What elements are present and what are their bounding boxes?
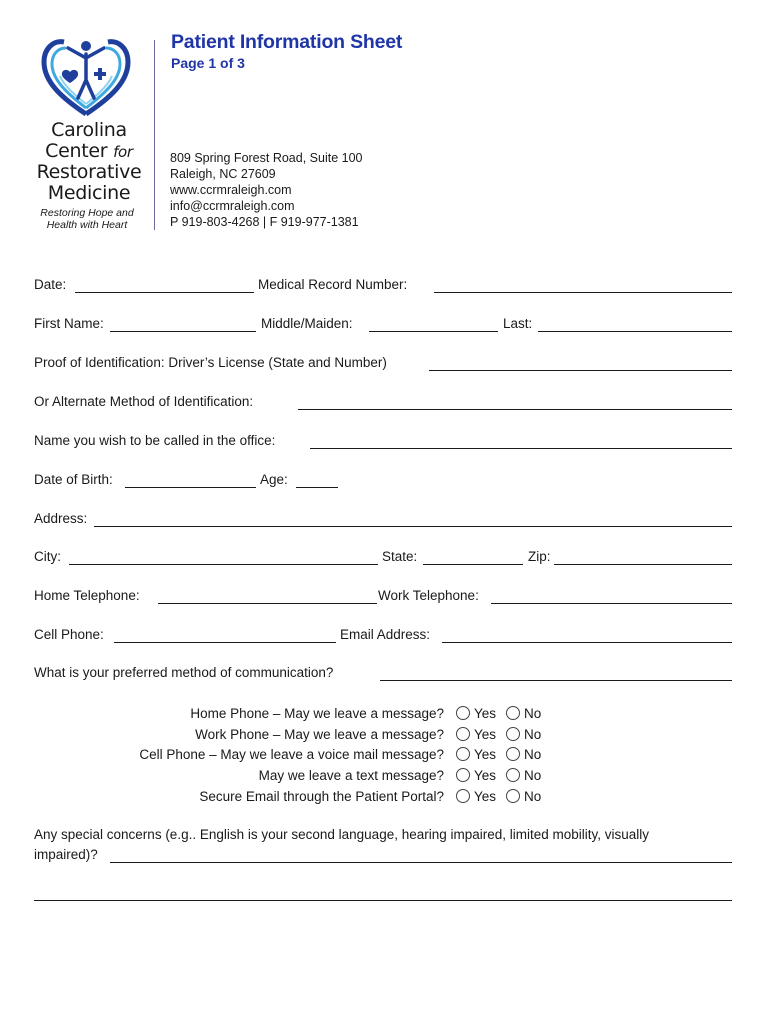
proof-id-label: Proof of Identification: Driver’s License (State and Number) xyxy=(34,355,387,370)
zip-field[interactable] xyxy=(554,564,732,565)
address-street: 809 Spring Forest Road, Suite 100 xyxy=(170,151,363,165)
no-label: No xyxy=(524,706,542,721)
question-secure-email: Secure Email through the Patient Portal? xyxy=(199,789,444,804)
form-row-address xyxy=(34,511,734,531)
home-telephone-field[interactable] xyxy=(158,603,377,604)
heart-figure-logo-icon xyxy=(40,38,132,116)
address-field[interactable] xyxy=(94,526,732,527)
dob-label: Date of Birth: xyxy=(34,472,113,487)
middle-maiden-label: Middle/Maiden: xyxy=(261,316,353,331)
last-name-label: Last: xyxy=(503,316,533,331)
home-phone-yes-radio[interactable] xyxy=(456,706,496,721)
home-phone-no-radio[interactable] xyxy=(506,706,541,721)
form-row-date xyxy=(34,277,734,297)
logo-name-line1: Carolina xyxy=(51,119,127,141)
work-phone-yes-radio[interactable] xyxy=(456,727,496,742)
question-text-message: May we leave a text message? xyxy=(258,768,444,783)
header-divider xyxy=(154,40,155,230)
special-concerns-label: Any special concerns (e.g.. English is your second language, hearing impaired, limited mobility, visually xyxy=(34,827,650,842)
state-field[interactable] xyxy=(423,564,523,565)
radio-circle-icon xyxy=(456,747,470,761)
special-concerns-line2 xyxy=(34,847,734,867)
address-web[interactable]: www.ccrmraleigh.com xyxy=(170,183,292,197)
radio-circle-icon xyxy=(506,768,520,782)
logo-tagline-line2: Health with Heart xyxy=(46,219,128,231)
form-row-cell-email xyxy=(34,627,734,647)
cell-phone-no-radio[interactable] xyxy=(506,747,541,762)
no-label: No xyxy=(524,789,542,804)
medical-record-label: Medical Record Number: xyxy=(258,277,408,292)
radio-circle-icon xyxy=(456,789,470,803)
preferred-communication-field[interactable] xyxy=(380,680,732,681)
preferred-communication-label: What is your preferred method of communication? xyxy=(34,665,334,680)
logo-name-line2 xyxy=(34,141,144,163)
special-concerns-field[interactable] xyxy=(110,862,732,863)
zip-label: Zip: xyxy=(528,549,551,564)
secure-email-no-radio[interactable] xyxy=(506,789,541,804)
last-name-field[interactable] xyxy=(538,331,732,332)
yes-label: Yes xyxy=(474,789,497,804)
page-title: Patient Information Sheet xyxy=(171,31,403,53)
form-row-proof-id xyxy=(34,355,734,375)
name-called-label: Name you wish to be called in the office: xyxy=(34,433,276,448)
yes-label: Yes xyxy=(474,768,497,783)
logo-name-line3: Restorative xyxy=(36,161,142,183)
dob-field[interactable] xyxy=(125,487,256,488)
logo-name-center: Center xyxy=(45,140,108,162)
work-telephone-label: Work Telephone: xyxy=(378,588,479,603)
cell-phone-yes-radio[interactable] xyxy=(456,747,496,762)
special-concerns-label-end: impaired)? xyxy=(34,847,98,862)
question-home-phone: Home Phone – May we leave a message? xyxy=(190,706,444,721)
logo-tagline-line1: Restoring Hope and xyxy=(40,207,134,219)
page-number: Page 1 of 3 xyxy=(171,55,245,71)
form-row-telephones xyxy=(34,588,734,608)
logo-name-line4: Medicine xyxy=(47,182,131,204)
email-label: Email Address: xyxy=(340,627,431,642)
address-city: Raleigh, NC 27609 xyxy=(170,167,276,181)
text-message-no-radio[interactable] xyxy=(506,768,541,783)
form-row-name xyxy=(34,316,734,336)
email-field[interactable] xyxy=(442,642,732,643)
radio-circle-icon xyxy=(456,727,470,741)
alt-id-field[interactable] xyxy=(298,409,732,410)
cell-phone-label: Cell Phone: xyxy=(34,627,104,642)
middle-maiden-field[interactable] xyxy=(369,331,498,332)
radio-circle-icon xyxy=(506,706,520,720)
city-label: City: xyxy=(34,549,61,564)
address-phone-fax: P 919-803-4268 | F 919-977-1381 xyxy=(170,215,359,229)
address-label: Address: xyxy=(34,511,88,526)
form-row-dob xyxy=(34,472,734,492)
medical-record-field[interactable] xyxy=(434,292,732,293)
question-cell-phone: Cell Phone – May we leave a voice mail message? xyxy=(139,747,444,762)
first-name-label: First Name: xyxy=(34,316,104,331)
city-field[interactable] xyxy=(69,564,378,565)
cell-phone-field[interactable] xyxy=(114,642,336,643)
radio-circle-icon xyxy=(506,727,520,741)
first-name-field[interactable] xyxy=(110,331,256,332)
date-label: Date: xyxy=(34,277,67,292)
radio-circle-icon xyxy=(456,706,470,720)
yes-label: Yes xyxy=(474,727,497,742)
radio-circle-icon xyxy=(506,747,520,761)
radio-circle-icon xyxy=(456,768,470,782)
special-concerns-field-2[interactable] xyxy=(34,900,732,901)
alt-id-label: Or Alternate Method of Identification: xyxy=(34,394,254,409)
text-message-yes-radio[interactable] xyxy=(456,768,496,783)
form-row-preferred-communication xyxy=(34,665,734,685)
special-concerns-line1 xyxy=(34,827,734,847)
no-label: No xyxy=(524,747,542,762)
address-email[interactable]: info@ccrmraleigh.com xyxy=(170,199,295,213)
proof-id-field[interactable] xyxy=(429,370,732,371)
no-label: No xyxy=(524,768,542,783)
date-field[interactable] xyxy=(75,292,254,293)
form-row-name-called xyxy=(34,433,734,453)
yes-label: Yes xyxy=(474,747,497,762)
logo-name-for: for xyxy=(113,143,133,161)
no-label: No xyxy=(524,727,542,742)
secure-email-yes-radio[interactable] xyxy=(456,789,496,804)
form-row-alt-id xyxy=(34,394,734,414)
work-phone-no-radio[interactable] xyxy=(506,727,541,742)
question-work-phone: Work Phone – May we leave a message? xyxy=(195,727,444,742)
work-telephone-field[interactable] xyxy=(491,603,732,604)
age-field[interactable] xyxy=(296,487,338,488)
yes-label: Yes xyxy=(474,706,497,721)
state-label: State: xyxy=(382,549,418,564)
form-row-city xyxy=(34,549,734,569)
name-called-field[interactable] xyxy=(310,448,732,449)
radio-circle-icon xyxy=(506,789,520,803)
special-concerns-extra-line xyxy=(34,885,734,905)
home-telephone-label: Home Telephone: xyxy=(34,588,140,603)
age-label: Age: xyxy=(260,472,288,487)
